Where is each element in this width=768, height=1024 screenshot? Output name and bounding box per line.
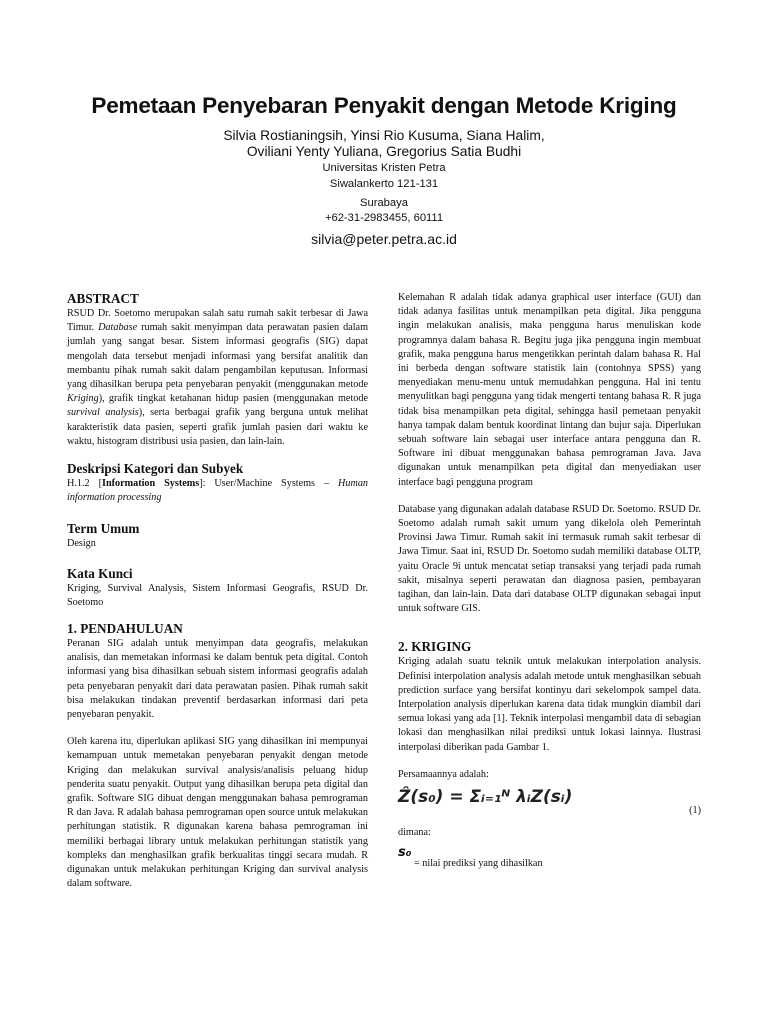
terms-text: Design — [67, 538, 96, 550]
s0-definition: = nilai prediksi yang dihasilkan — [414, 857, 543, 869]
left-column — [67, 291, 368, 892]
keywords-heading: Kata Kunci — [67, 565, 133, 581]
paper-title: Pemetaan Penyebaran Penyakit dengan Metode Kriging — [91, 93, 677, 118]
authors-line-2: Oviliani Yenty Yuliana, Gregorius Satia Budhi — [246, 144, 522, 159]
kriging-paragraph: Kriging adalah suatu teknik untuk melakukan interpolation analysis. Definisi interpolation analysis adalah metode untuk menghasilkan sebuah prediction surface yang bersifat kontinyu dari sekelompok sampel data. Interpolation analysis diperlukan karena data tidak mungkin diambil dari semua lokasi yang ada [1]. Teknik interpolasi mengambil data di sebagian lokasi dan menghasilkan nilai prediksi untuk lokasi lainnya. Ilustrasi interpolasi diberikan pada Gambar 1. — [398, 656, 701, 753]
authors-line-1: Silvia Rostianingsih, Yinsi Rio Kusuma, Siana Halim, — [223, 128, 545, 143]
kriging-heading: 2. KRIGING — [398, 639, 472, 655]
equation-intro: Persamaannya adalah: — [398, 768, 489, 780]
address: Siwalankerto 121-131 — [329, 178, 439, 190]
intro-heading: 1. PENDAHULUAN — [67, 621, 183, 637]
s0-symbol: s₀ — [398, 845, 412, 861]
right-column — [398, 291, 701, 871]
affiliation: Universitas Kristen Petra — [322, 162, 446, 174]
right-paragraph-1: Kelemahan R adalah tidak adanya graphical user interface (GUI) dan tidak adanya fasilitas untuk menampilkan peta digital. Jika pengguna ingin melakukan analisis, maka pengguna harus menuliskan kode programnya dalam bahasa R. Begitu juga jika pengguna ingin membuat grafik, maka pengguna harus mengetikkan perintah dalam bahasa R. Hal ini berbeda dengan software statistik lain (contohnya SPSS) yang menyediakan menu-menu untuk memudahkan pengguna. Hal ini tentu menyulitkan bagi pengguna yang tidak mengerti tentang bahasa R. R juga tidak bisa menampilkan peta digital, sehingga hasil pemetaan penyakit hanya tampak dalam bentuk koordinat lintang dan bujur saja. Diperlukan sebuah software lain sebagai user interface antara pengguna dan R. Software ini dibuat menggunakan bahasa pemrograman Java. Java digunakan untuk menampilkan peta digital dan menyediakan user interface bagi pengguna program — [398, 292, 701, 488]
where-label: dimana: — [398, 827, 431, 839]
author-email: silvia@peter.petra.ac.id — [311, 231, 457, 247]
city: Surabaya — [360, 197, 408, 209]
intro-paragraph-1: Peranan SIG adalah untuk menyimpan data geografis, melakukan analisis, dan memetakan informasi ke dalam bentuk peta digital. Contoh informasi yang bisa dihasilkan sebuah sistem informasi geografis adalah peta penyebaran penyakit dari data perawatan pasien. Pihak rumah sakit bisa melakukan tindakan preventif berdasarkan informasi dari peta penyebaran penyakit. — [67, 638, 368, 721]
right-paragraph-2: Database yang digunakan adalah database RSUD Dr. Soetomo. RSUD Dr. Soetomo adalah rumah sakit umum yang dikelola oleh Pemerintah Provinsi Jawa Timur. Rumah sakit ini termasuk rumah sakit terbesar di Jawa Timur. Saat ini, RSUD Dr. Soetomo sudah memiliki database OLTP, yaitu Oracle 9i untuk mencatat setiap transaksi yang terjadi pada rumah sakit, misalnya seperti perawatan dan diagnosa pasien, pembayaran tagihan, dan lain-lain. Data dari database OLTP digunakan sebagai input untuk software GIS. — [398, 503, 701, 615]
categories-heading: Deskripsi Kategori dan Subyek — [67, 461, 244, 477]
intro-paragraph-2: Oleh karena itu, diperlukan aplikasi SIG yang dihasilkan ini mempunyai kemampuan untuk memetakan penyebaran penyakit dengan metode Kriging dan melakukan survival analysis/analisis peluang hidup penderita suatu penyakit. Output yang dihasilkan berupa peta digital dan grafik. Software SIG dibuat dengan menggunakan bahasa pemrograman R dan Java. R adalah bahasa pemrograman open source untuk melakukan perhitungan statistik. R digunakan karena bahasa pemrograman ini memiliki berbagai library untuk melakukan perhitungan statistik yang kompleks dan menghasilkan grafik berkualitas tinggi secara mudah. R digunakan untuk melakukan perhitungan Kriging dan survival analysis dalam software. — [67, 736, 368, 890]
keywords-text: Kriging, Survival Analysis, Sistem Informasi Geografis, RSUD Dr. Soetomo — [67, 582, 368, 608]
equation-number: (1) — [689, 805, 701, 817]
phone: +62-31-2983455, 60111 — [324, 212, 444, 224]
abstract-text: RSUD Dr. Soetomo merupakan salah satu rumah sakit terbesar di Jawa Timur. Database rumah sakit menyimpan data perawatan pasien dalam jumlah yang sangat besar. Sistem informasi geografis (SIG) dapat mengolah data tersebut menjadi informasi yang bersifat analitik dan membantu pihak rumah sakit dalam pengambilan keputusan. Informasi yang dihasilkan berupa peta penyebaran penyakit (menggunakan metode Kriging), grafik tingkat ketahanan hidup pasien (menggunakan metode survival analysis), serta berbagai grafik yang berguna untuk melihat karakteristik data pasien, seperti grafik jumlah pasien dari waktu ke waktu, histogram distribusi usia pasien, dan lain-lain. — [67, 308, 368, 447]
equation-formula: Ẑ(s₀) = Σᵢ₌₁ᴺ λᵢZ(sᵢ) — [398, 787, 573, 808]
categories-text: H.1.2 [Information Systems]: User/Machine Systems – Human information processing — [67, 478, 369, 504]
abstract-heading: ABSTRACT — [67, 291, 139, 306]
kriging-equation — [398, 787, 701, 820]
terms-heading: Term Umum — [67, 521, 140, 537]
